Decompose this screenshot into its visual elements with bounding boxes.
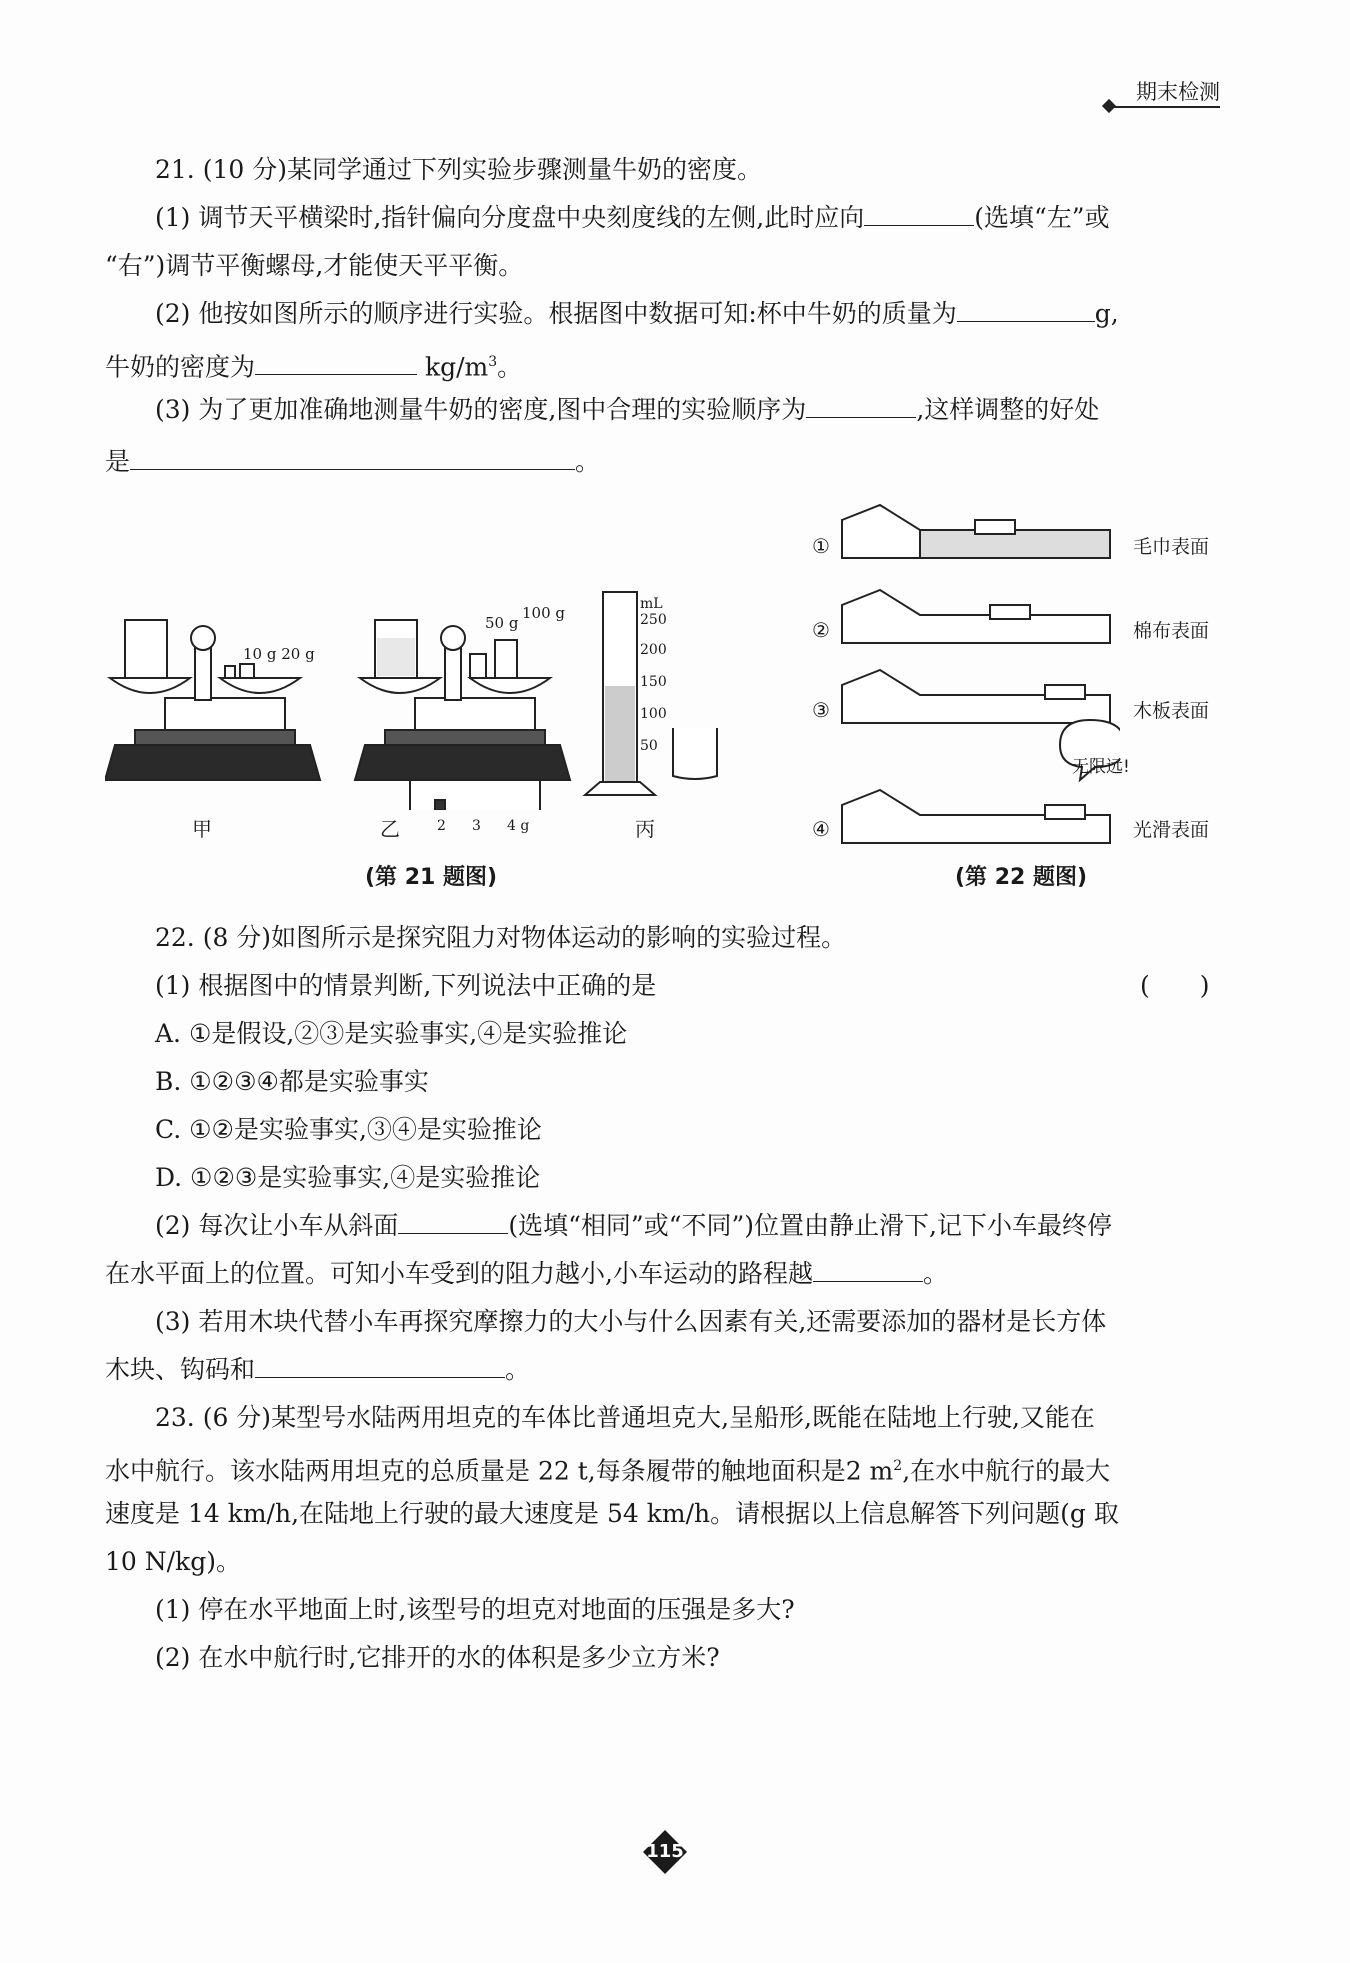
q23-line3: 速度是 14 km/h,在陆地上行驶的最大速度是 54 km/h。请根据以上信息解答下列问题(g 取 — [105, 1499, 1119, 1528]
q23-part1: (1) 停在水平地面上时,该型号的坦克对地面的压强是多大? — [155, 1595, 795, 1624]
q22-blank-1[interactable] — [398, 1209, 508, 1234]
q21-part3-line2 — [105, 442, 1225, 482]
cyl-tick: 150 — [640, 674, 667, 690]
q21-blank-2[interactable] — [957, 297, 1095, 322]
q22-part2-line2 — [105, 1254, 1225, 1294]
fig22-num-2: ② — [812, 618, 830, 642]
q23-l2b: ,在水中航行的最大 — [902, 1456, 1111, 1486]
q22-p2c: 在水平面上的位置。可知小车受到的阻力越小,小车运动的路程越 — [105, 1259, 813, 1288]
q21-part2-line2: 牛奶的密度为 $kg/m^3$。 — [105, 352, 523, 382]
fig21-caption: (第 21 题图) — [365, 865, 498, 890]
surface-smooth: 光滑表面 — [1133, 819, 1210, 841]
label-bing: 丙 — [635, 817, 655, 841]
fig22-caption: (第 22 题图) — [955, 865, 1088, 890]
fig22-num-3: ③ — [812, 698, 830, 722]
q22-part1 — [155, 966, 1275, 1006]
q22-p2d: 。 — [922, 1259, 948, 1288]
header-title: 期末检测 — [1136, 80, 1220, 104]
rider-tick: 4 g — [507, 818, 530, 834]
q21-p3b: ,这样调整的好处 — [916, 395, 1100, 424]
cyl-tick: 100 — [640, 706, 667, 722]
q22-p3a: (3) 若用木块代替小车再探究摩擦力的大小与什么因素有关,还需要添加的器材是长方体 — [155, 1307, 1107, 1336]
track-cotton — [842, 590, 1110, 643]
q21-p2e: 。 — [497, 352, 523, 382]
q22-blank-3[interactable] — [255, 1353, 505, 1378]
q21-part2-line1 — [155, 294, 1275, 334]
q22-p1: (1) 根据图中的情景判断,下列说法中正确的是 — [155, 971, 657, 1000]
q21-p2c: 牛奶的密度为 — [105, 352, 256, 382]
q22-p3c: 。 — [505, 1355, 531, 1384]
label-yi: 乙 — [380, 817, 400, 841]
cyl-tick: 200 — [640, 642, 667, 658]
fig21-yi-w100: 100 g — [522, 604, 566, 622]
q22-option-a[interactable]: A. ①是假设,②③是实验事实,④是实验推论 — [155, 1019, 628, 1048]
q22-part2-line1 — [155, 1206, 1275, 1246]
q22-option-c[interactable]: C. ①②是实验事实,③④是实验推论 — [155, 1115, 542, 1144]
track-towel — [842, 505, 1110, 558]
q21-p1c: “右”)调节平衡螺母,才能使天平平衡。 — [105, 251, 524, 280]
q22-p3b: 木块、钩码和 — [105, 1355, 256, 1384]
track-smooth — [842, 720, 1120, 843]
q21-p3a: (3) 为了更加准确地测量牛奶的密度,图中合理的实验顺序为 — [155, 395, 807, 424]
surface-cotton: 棉布表面 — [1133, 620, 1210, 642]
q21-blank-5[interactable] — [130, 445, 575, 470]
q23-line1: 23. (6 分)某型号水陆两用坦克的车体比普通坦克大,呈船形,既能在陆地上行驶,又能在 — [155, 1403, 1095, 1432]
fig21-jia-weights: 10 g 20 g — [243, 645, 315, 663]
q23-line4: 10 N/kg)。 — [105, 1547, 241, 1576]
bubble-text: 无限远! — [1072, 757, 1130, 777]
cyl-tick: 250 — [640, 612, 667, 628]
fig21-cyl-unit: mL — [640, 596, 663, 612]
fig21-yi-w50: 50 g — [485, 614, 519, 632]
q21-p1b: (选填“左”或 — [974, 203, 1110, 232]
q21-part1-line1 — [155, 198, 1275, 238]
q22-option-b[interactable]: B. ①②③④都是实验事实 — [155, 1067, 429, 1096]
rider-tick: 3 — [472, 818, 481, 834]
q21-p3d: 。 — [575, 447, 601, 476]
q21-blank-1[interactable] — [864, 201, 974, 226]
balance-jia — [105, 620, 320, 780]
q22-answer-paren[interactable]: ( ) — [1140, 971, 1210, 1000]
fig22-num-1: ① — [812, 534, 830, 558]
page-number: 115 — [646, 1841, 684, 1862]
surface-towel: 毛巾表面 — [1133, 536, 1210, 558]
q21-p2d: kg/m — [424, 352, 489, 382]
q21-part3-line1 — [155, 390, 1275, 430]
header-diamond-icon — [1102, 99, 1116, 113]
figure-22-illustration — [840, 500, 1120, 860]
surface-wood: 木板表面 — [1133, 700, 1210, 722]
q21-blank-4[interactable] — [806, 393, 916, 418]
q22-part3-line2 — [105, 1350, 1225, 1390]
header-rule — [1112, 106, 1220, 108]
q21-p3c: 是 — [105, 447, 131, 476]
q22-p2b: (选填“相同”或“不同”)位置由静止滑下,记下小车最终停 — [508, 1211, 1112, 1240]
q22-option-d[interactable]: D. ①②③是实验事实,④是实验推论 — [155, 1163, 541, 1192]
q22-stem: 22. (8 分)如图所示是探究阻力对物体运动的影响的实验过程。 — [155, 923, 847, 952]
cyl-tick: 50 — [640, 738, 658, 754]
q22-p2a: (2) 每次让小车从斜面 — [155, 1211, 399, 1240]
label-jia: 甲 — [192, 817, 212, 841]
fig22-num-4: ④ — [812, 817, 830, 841]
q21-p2b: g, — [1094, 299, 1119, 328]
q22-blank-2[interactable] — [813, 1257, 923, 1282]
q23-part2: (2) 在水中航行时,它排开的水的体积是多少立方米? — [155, 1643, 720, 1672]
q21-p2a: (2) 他按如图所示的顺序进行实验。根据图中数据可知:杯中牛奶的质量为 — [155, 299, 957, 328]
q21-stem: 21. (10 分)某同学通过下列实验步骤测量牛奶的密度。 — [155, 155, 762, 184]
q23-l2a: 水中航行。该水陆两用坦克的总质量是 22 t,每条履带的触地面积是2 m — [105, 1456, 894, 1486]
q23-line2: 水中航行。该水陆两用坦克的总质量是 22 t,每条履带的触地面积是2 $m^2$,在水中航行的最大 — [105, 1456, 1111, 1486]
rider-tick: 2 — [437, 818, 446, 834]
track-wood — [842, 670, 1110, 723]
q21-blank-3[interactable] — [255, 350, 417, 375]
balance-yi — [355, 620, 570, 810]
q21-p1a: (1) 调节天平横梁时,指针偏向分度盘中央刻度线的左侧,此时应向 — [155, 203, 865, 232]
